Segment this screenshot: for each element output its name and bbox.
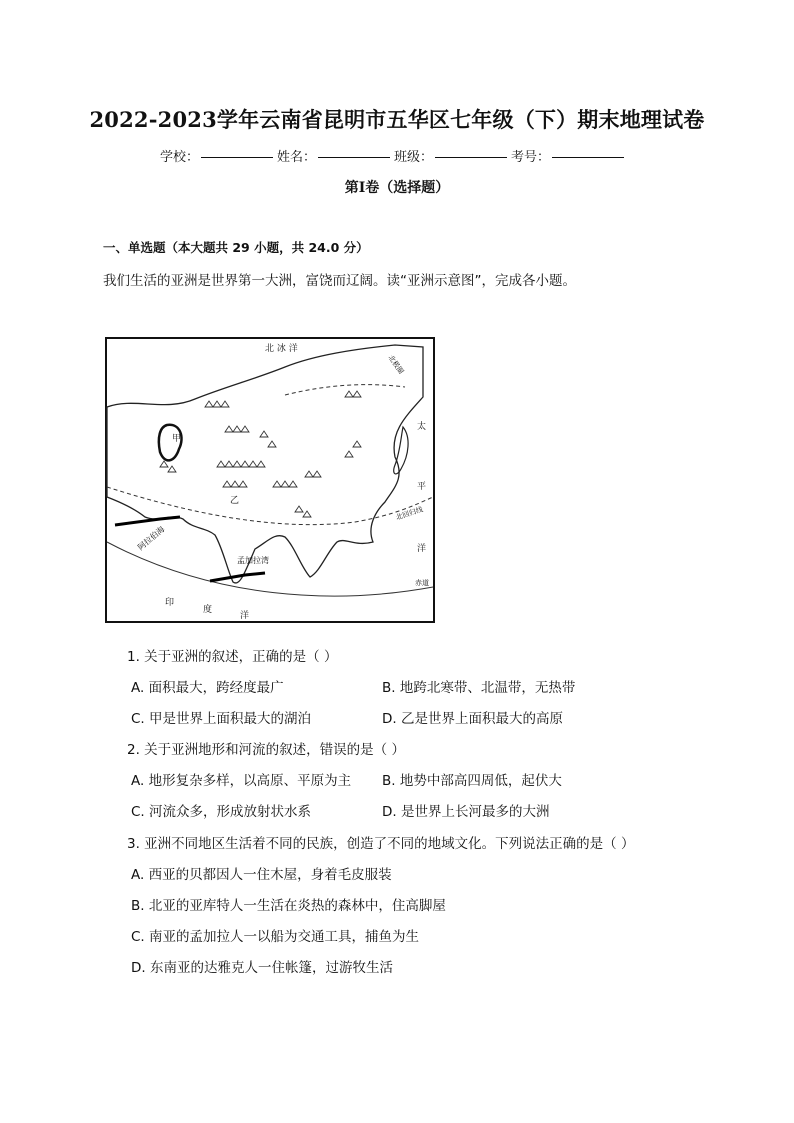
map-label-equator: 赤道 xyxy=(415,579,429,587)
exam-title: 2022-2023学年云南省昆明市五华区七年级（下）期末地理试卷 xyxy=(89,107,705,132)
map-label-tropic: 北回归线 xyxy=(394,505,424,522)
question-2-option-d[interactable]: D. 是世界上长河最多的大洲 xyxy=(382,804,550,820)
question-1-option-b[interactable]: B. 地跨北寒带、北温带，无热带 xyxy=(382,680,576,696)
student-info-line xyxy=(160,146,628,165)
name-label: 姓名： xyxy=(277,150,317,165)
map-label-arctic: 北 冰 洋 xyxy=(265,344,298,354)
map-label-jia: 甲 xyxy=(172,434,182,444)
map-label-pacific-2: 平 xyxy=(417,482,427,492)
intro-text: 我们生活的亚洲是世界第一大洲，富饶而辽阔。读“亚洲示意图”，完成各小题。 xyxy=(103,273,576,289)
question-2-option-a[interactable]: A. 地形复杂多样，以高原、平原为主 xyxy=(131,773,352,789)
question-3-option-c[interactable]: C. 南亚的孟加拉人一以船为交通工具，捕鱼为生 xyxy=(131,929,420,945)
question-3-stem: 3. 亚洲不同地区生活着不同的民族，创造了不同的地域文化。下列说法正确的是（ ） xyxy=(127,836,635,852)
map-label-arabian-sea: 阿拉伯海 xyxy=(136,524,167,553)
map-label-indian-3: 洋 xyxy=(240,611,250,621)
question-1-option-c[interactable]: C. 甲是世界上面积最大的湖泊 xyxy=(131,711,312,727)
question-2-option-b[interactable]: B. 地势中部高四周低，起伏大 xyxy=(382,773,562,789)
number-blank[interactable] xyxy=(552,157,624,158)
school-blank[interactable] xyxy=(201,157,273,158)
volume-heading: 第Ⅰ卷（选择题） xyxy=(344,180,450,196)
class-label: 班级： xyxy=(394,150,434,165)
map-label-yi: 乙 xyxy=(230,496,240,506)
question-1-stem: 1. 关于亚洲的叙述，正确的是（ ） xyxy=(127,649,338,665)
class-blank[interactable] xyxy=(435,157,507,158)
map-label-indian-1: 印 xyxy=(165,598,175,608)
question-3-option-b[interactable]: B. 北亚的亚库特人一生活在炎热的森林中，住高脚屋 xyxy=(131,898,446,914)
question-2-stem: 2. 关于亚洲地形和河流的叙述，错误的是（ ） xyxy=(127,742,405,758)
question-2-option-c[interactable]: C. 河流众多，形成放射状水系 xyxy=(131,804,312,820)
map-label-indian-2: 度 xyxy=(203,605,213,615)
number-label: 考号： xyxy=(511,150,551,165)
question-1-option-a[interactable]: A. 面积最大，跨经度最广 xyxy=(131,680,284,696)
map-label-arctic-circle: 北极圈 xyxy=(386,353,406,376)
question-3-option-d[interactable]: D. 东南亚的达雅克人一住帐篷，过游牧生活 xyxy=(131,960,393,976)
asia-map xyxy=(105,337,435,623)
map-label-pacific-3: 洋 xyxy=(417,544,427,554)
map-label-pacific-1: 太 xyxy=(417,422,427,432)
school-label: 学校： xyxy=(160,150,200,165)
section-heading: 一、单选题（本大题共 29 小题，共 24.0 分） xyxy=(103,240,369,255)
map-label-bay-of-bengal: 孟加拉湾 xyxy=(237,556,269,565)
question-1-option-d[interactable]: D. 乙是世界上面积最大的高原 xyxy=(382,711,563,727)
name-blank[interactable] xyxy=(318,157,390,158)
question-3-option-a[interactable]: A. 西亚的贝都因人一住木屋，身着毛皮服装 xyxy=(131,867,392,883)
